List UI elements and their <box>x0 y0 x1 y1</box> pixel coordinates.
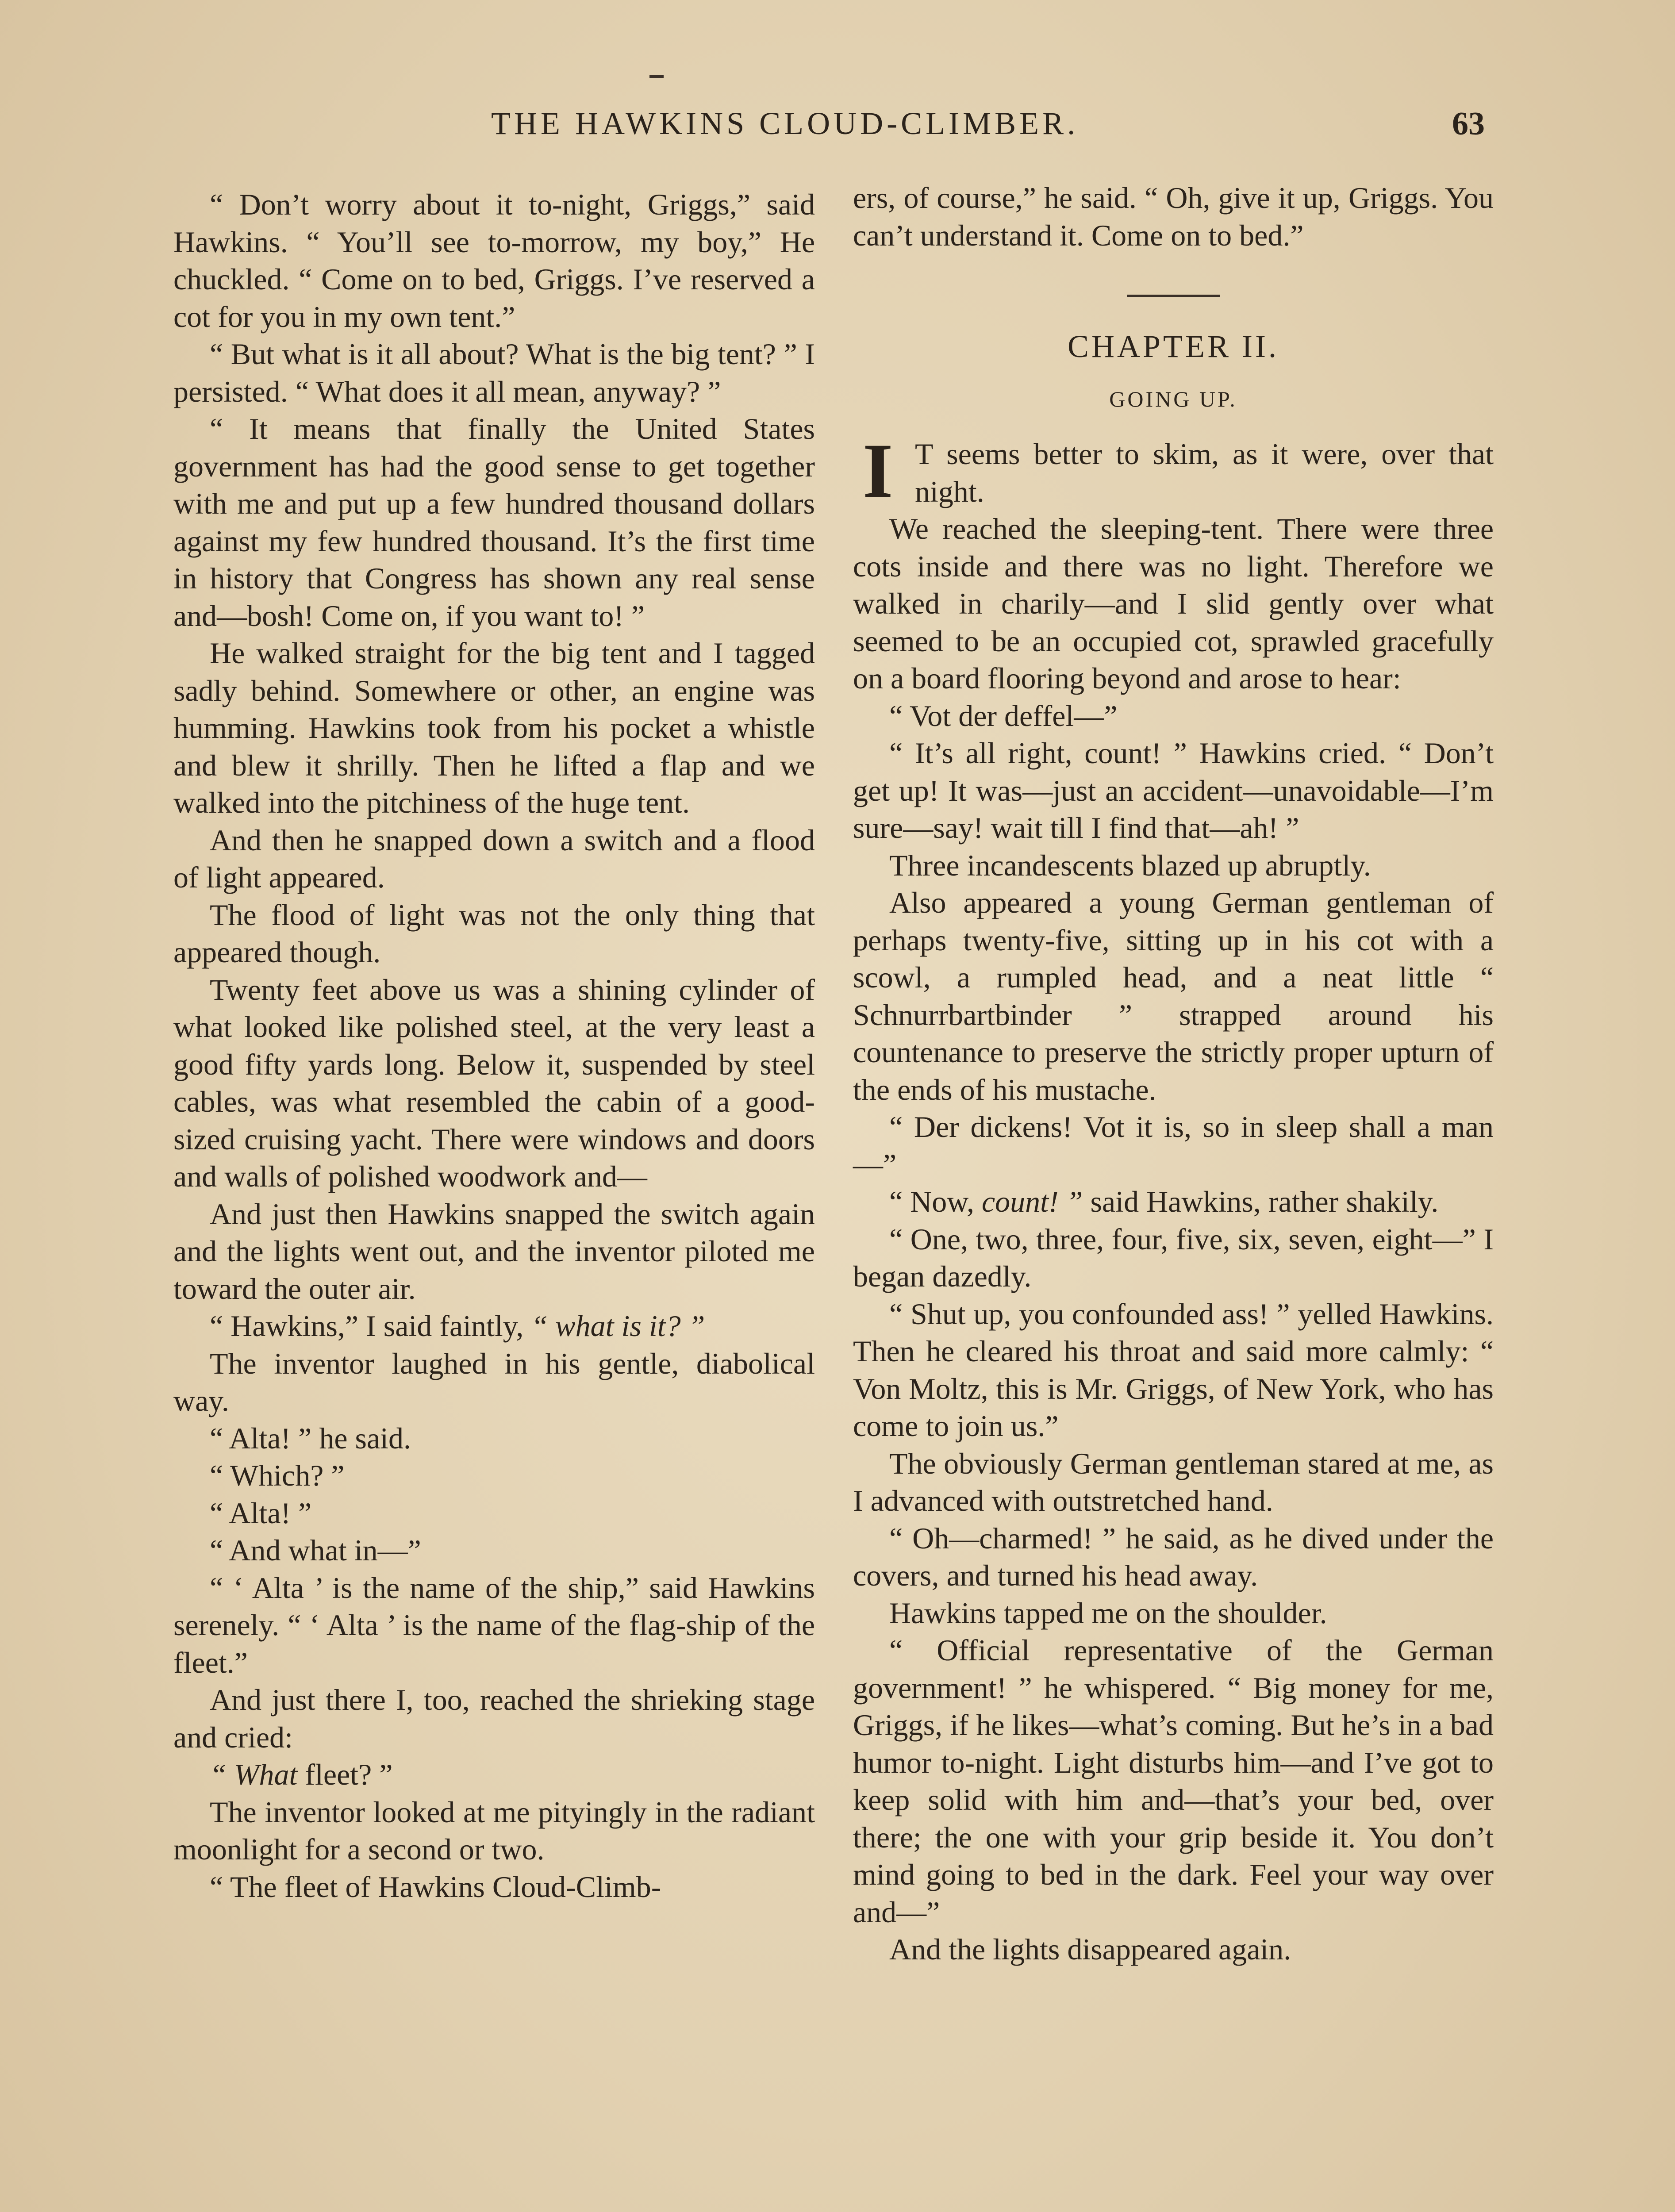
drop-cap: I <box>863 428 893 514</box>
paragraph: Three incandescents blazed up abruptly. <box>889 848 1371 882</box>
paragraph: “ The fleet of Hawkins Cloud-Climb- <box>210 1870 661 1904</box>
paragraph: Also appeared a young German gentleman of perhaps twenty-five, sitting up in his cot with a scowl, a rumpled head, and a neat little “ Schnurrbartbinder ” strapped around his countenance to preserve the strictly proper upturn of the ends of his mustache. <box>853 886 1494 1106</box>
paragraph: “ But what is it all about? What is the big tent? ” I persisted. “ What does it all mean, anyway? ” <box>173 337 815 408</box>
paragraph: “ Don’t worry about it to-night, Griggs,” said Hawkins. “ You’ll see to-morrow, my boy,” He chuckled. “ Come on to bed, Griggs. I’ve reserved a cot for you in my own tent.” <box>173 188 815 334</box>
right-column <box>853 179 1494 1968</box>
paragraph: “ ‘ Alta ’ is the name of the ship,” said Hawkins serenely. “ ‘ Alta ’ is the name of the flag-ship of the fleet.” <box>173 1571 815 1679</box>
paragraph: “ Vot der deffel—” <box>889 699 1118 733</box>
text-run: “ Now, <box>889 1185 982 1218</box>
text-run: T seems better to skim, as it were, over that night. <box>915 437 1494 508</box>
paragraph: We reached the sleeping-tent. There were three cots inside and there was no light. Therefore we walked in charily—and I slid gently over what seemed to be an occupied cot, sprawled gracefully on a board flooring beyond and arose to hear: <box>853 512 1494 695</box>
italic-text: “ what is it? ” <box>531 1309 705 1343</box>
top-dash <box>649 75 664 78</box>
running-header: THE HAWKINS CLOUD-CLIMBER. <box>491 106 1079 141</box>
chapter-title: CHAPTER II. <box>1068 329 1279 364</box>
paragraph: “ It means that finally the United States government has had the good sense to get together with me and put up a few hundred thousand dollars against my few hundred thousand. It’s the first time in history that Congress has shown any real sense and—bosh! Come on, if you want to! ” <box>173 412 815 633</box>
paragraph: “ Alta! ” he said. <box>210 1421 411 1455</box>
left-column <box>173 186 815 1905</box>
section-divider <box>1127 295 1220 297</box>
opening-paragraph <box>853 428 1494 514</box>
paragraph: And just there I, too, reached the shrieking stage and cried: <box>173 1683 815 1754</box>
paragraph: “ Which? ” <box>210 1459 345 1492</box>
italic-text: “ What <box>210 1758 298 1791</box>
paragraph <box>173 1307 815 1345</box>
paragraph: And just then Hawkins snapped the switch again and the lights went out, and the inventor piloted me toward the outer air. <box>173 1197 815 1306</box>
paragraph: The flood of light was not the only thing that appeared though. <box>173 898 815 969</box>
paragraph: “ It’s all right, count! ” Hawkins cried. “ Don’t get up! It was—just an accident—unavoidable—I’m sure—say! wait till I find that—ah! ” <box>853 736 1494 845</box>
paragraph: And the lights disappeared again. <box>889 1932 1291 1966</box>
paragraph: Twenty feet above us was a shining cylinder of what looked like polished steel, at the very least a good fifty yards long. Below it, suspended by steel cables, was what resembled the cabin of a good-sized cruising yacht. There were windows and doors and walls of polished woodwork and— <box>173 972 815 1193</box>
paragraph: “ Shut up, you confounded ass! ” yelled Hawkins. Then he cleared his throat and said more calmly: “ Von Moltz, this is Mr. Griggs, of New York, who has come to join us.” <box>853 1297 1494 1443</box>
paragraph: And then he snapped down a switch and a flood of light appeared. <box>173 823 815 894</box>
text-run: “ Hawkins,” I said faintly, <box>210 1309 531 1343</box>
paragraph: The inventor looked at me pityingly in the radiant moonlight for a second or two. <box>173 1795 815 1866</box>
paragraph: He walked straight for the big tent and I tagged sadly behind. Somewhere or other, an engine was humming. Hawkins took from his pocket a whistle and blew it shrilly. Then he lifted a flap and we walked into the pitchiness of the huge tent. <box>173 636 815 819</box>
paragraph <box>853 1183 1494 1221</box>
paragraph: Hawkins tapped me on the shoulder. <box>889 1596 1327 1630</box>
text-run: said Hawkins, rather shakily. <box>1083 1185 1439 1218</box>
paragraph: “ Oh—charmed! ” he said, as he dived under the covers, and turned his head away. <box>853 1521 1494 1592</box>
paragraph: “ Der dickens! Vot it is, so in sleep shall a man—” <box>853 1110 1494 1181</box>
text-run: fleet? ” <box>297 1758 393 1791</box>
paragraph: The obviously German gentleman stared at me, as I advanced with outstretched hand. <box>853 1446 1494 1517</box>
italic-text: count! ” <box>981 1185 1083 1218</box>
paragraph <box>173 1756 815 1793</box>
paragraph: “ Alta! ” <box>210 1496 312 1530</box>
paragraph: “ And what in—” <box>210 1533 421 1567</box>
page-number: 63 <box>1452 106 1485 142</box>
paragraph: “ One, two, three, four, five, six, seven, eight—” I began dazedly. <box>853 1222 1494 1293</box>
paragraph: The inventor laughed in his gentle, diabolical way. <box>173 1346 815 1417</box>
paragraph: “ Official representative of the German government! ” he whispered. “ Big money for me, Griggs, if he likes—what’s coming. But he’s in a bad humor to-night. Light disturbs him—and I’ve got to keep solid with him and—that’s your bed, over there; the one with your grip beside it. You don’t mind going to bed in the dark. Feel your way over and—” <box>853 1633 1494 1929</box>
paragraph-continuation: ers, of course,” he said. “ Oh, give it up, Griggs. You can’t understand it. Come on to bed.” <box>853 181 1494 252</box>
chapter-subtitle: GOING UP. <box>1109 386 1237 411</box>
